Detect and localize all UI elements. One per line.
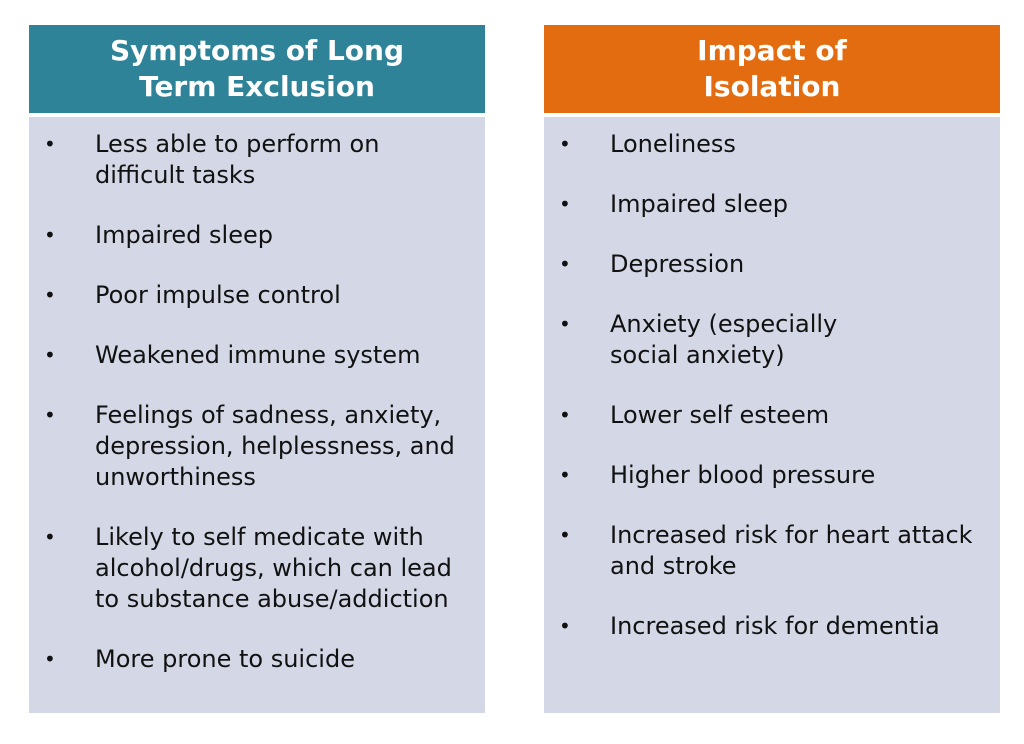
bullet-icon: • [559,192,571,216]
list-item [29,129,485,191]
list-item-text: Weakened immune system [95,341,421,369]
bullet-icon: • [44,283,56,307]
bullet-icon: • [44,223,56,247]
isolation-list [544,129,1000,642]
isolation-list-panel [544,117,1000,713]
bullet-icon: • [44,525,56,549]
list-item-text: Lower self esteem [610,401,830,429]
list-item-text: Loneliness [610,130,736,158]
list-item [29,400,485,493]
list-item [29,220,485,251]
exclusion-list-panel [29,117,485,713]
exclusion-list [29,129,485,675]
bullet-icon: • [44,403,56,427]
list-item [544,189,1000,220]
list-item-text: Increased risk for heart attack and stroke [610,521,973,580]
list-item-text: Impaired sleep [610,190,788,218]
bullet-icon: • [559,312,571,336]
bullet-icon: • [559,614,571,638]
exclusion-column [29,25,485,717]
list-item [544,611,1000,642]
list-item-text: Less able to perform on difficult tasks [95,130,380,189]
list-item [544,520,1000,582]
list-item-text: Impaired sleep [95,221,273,249]
isolation-header: Impact of Isolation [544,25,1000,113]
list-item [544,129,1000,160]
list-item [29,522,485,615]
list-item [544,249,1000,280]
list-item-text: Depression [610,250,745,278]
bullet-icon: • [44,647,56,671]
list-item-text: Increased risk for dementia [610,612,940,640]
list-item [544,460,1000,491]
list-item-text: Likely to self medicate with alcohol/drugs, which can lead to substance abuse/addiction [95,523,452,613]
exclusion-header: Symptoms of Long Term Exclusion [29,25,485,113]
list-item-text: Poor impulse control [95,281,341,309]
list-item [29,280,485,311]
list-item-text: Anxiety (especially social anxiety) [610,310,838,369]
bullet-icon: • [44,132,56,156]
isolation-column [544,25,1000,717]
bullet-icon: • [559,403,571,427]
bullet-icon: • [559,132,571,156]
bullet-icon: • [559,463,571,487]
bullet-icon: • [559,523,571,547]
list-item-text: Higher blood pressure [610,461,876,489]
bullet-icon: • [559,252,571,276]
list-item [29,644,485,675]
list-item [29,340,485,371]
list-item [544,309,1000,371]
list-item-text: More prone to suicide [95,645,355,673]
list-item [544,400,1000,431]
list-item-text: Feelings of sadness, anxiety, depression, helplessness, and unworthiness [95,401,455,491]
bullet-icon: • [44,343,56,367]
